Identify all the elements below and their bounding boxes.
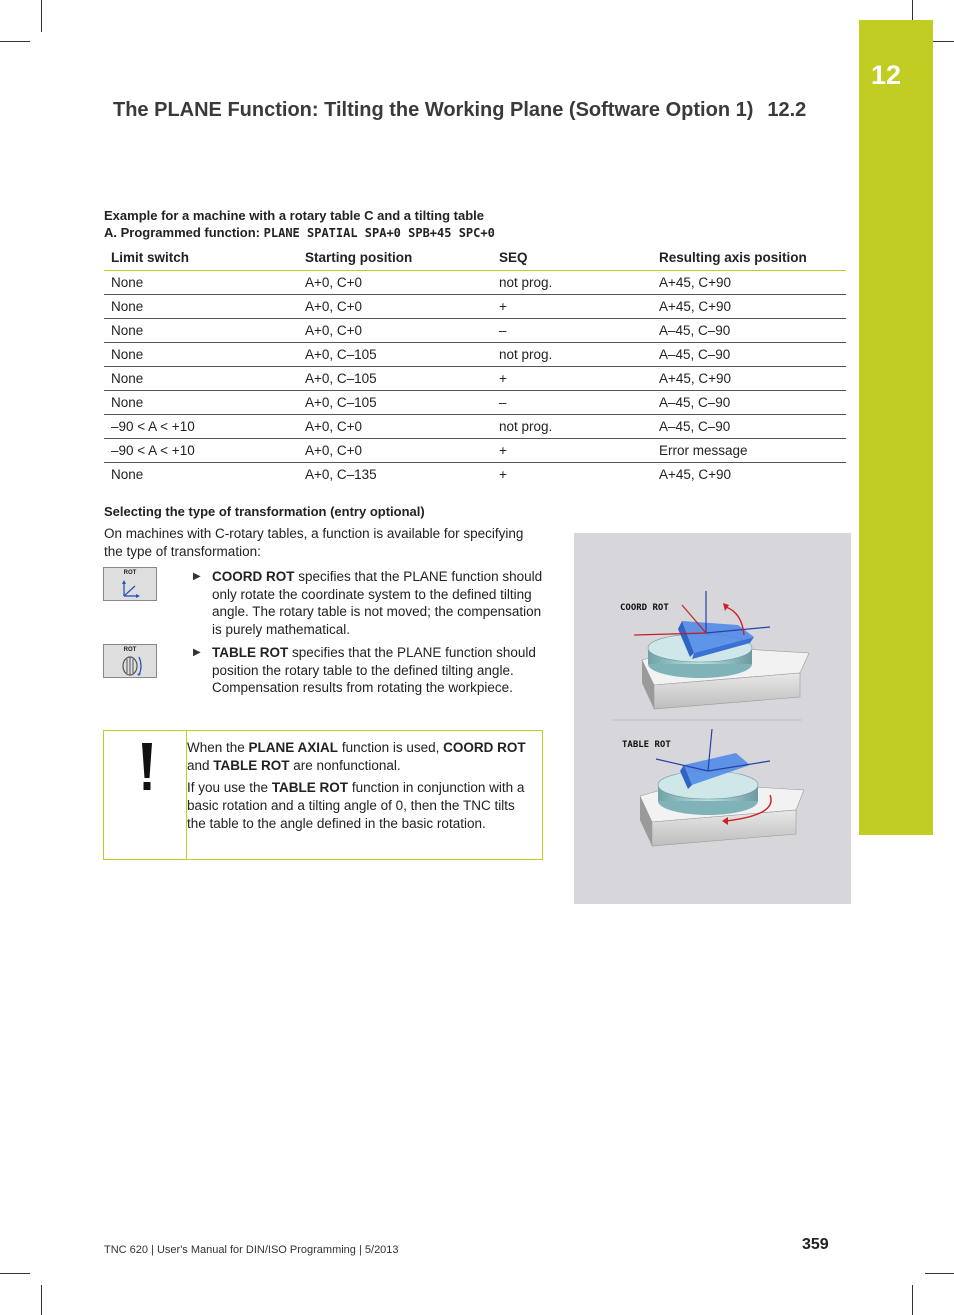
coord-rot-softkey[interactable] [103,567,157,601]
chapter-tab [859,20,933,835]
table-cell: A+45, C+90 [652,271,846,295]
note-keyword: TABLE ROT [271,780,349,795]
table-cell: A–45, C–90 [652,415,846,439]
table-row [104,295,846,319]
table-cell: not prog. [492,271,652,295]
note-span: function in conjunction with a basic rotation and a tilting angle of 0, then the TNC tilts the table to the angle defined in the basic rotation. [187,780,525,831]
crop-mark [912,1285,913,1315]
note-paragraph [187,779,537,833]
prog-label: A. Programmed function: [104,225,261,240]
crop-mark [0,1273,30,1274]
table-cell: A+0, C+0 [298,271,492,295]
table-cell: A–45, C–90 [652,391,846,415]
note-text [187,739,537,837]
table-row [104,391,846,415]
header-section: 12.2 [767,99,807,121]
table-header-cell: Limit switch [104,245,298,271]
bullet-keyword: COORD ROT [212,569,295,584]
bullet-text: specifies that the PLANE function should only rotate the coordinate system to the defined tilting angle. The rotary table is not moved; the compensation is purely mathematical. [212,569,543,637]
prog-code: PLANE SPATIAL SPA+0 SPB+45 SPC+0 [263,226,495,240]
table-cell: + [492,295,652,319]
table-cell: not prog. [492,343,652,367]
note-span: When the [187,740,249,755]
crop-mark [0,41,30,42]
table-cell: A+0, C+0 [298,439,492,463]
table-cell: –90 < A < +10 [104,439,298,463]
table-cell: – [492,319,652,343]
note-box [103,730,543,860]
table-cell: not prog. [492,415,652,439]
figure-illustration [574,533,851,904]
table-cell: + [492,367,652,391]
figure-label-coord-rot: COORD ROT [620,603,669,613]
chapter-number: 12 [871,60,902,90]
table-cell: – [492,391,652,415]
table-cell: A+45, C+90 [652,295,846,319]
table-cell: A+0, C+0 [298,319,492,343]
bullet-table-rot [193,644,543,697]
crop-mark [41,0,42,32]
table-row [104,319,846,343]
footer-text: TNC 620 | User's Manual for DIN/ISO Programming | 5/2013 [104,1244,399,1256]
crop-mark [41,1285,42,1315]
exclamation-icon [141,743,153,791]
rotary-table-icon [104,645,158,679]
table-cell: A+0, C–105 [298,367,492,391]
table-cell: None [104,391,298,415]
note-span: If you use the [187,780,272,795]
table-cell: None [104,367,298,391]
figure-label-table-rot: TABLE ROT [622,740,671,750]
table-row [104,343,846,367]
section-subtitle: Selecting the type of transformation (entry optional) [104,504,425,519]
table-cell: + [492,439,652,463]
table-header-cell: Resulting axis position [652,245,846,271]
page-header [113,99,806,122]
section-intro: On machines with C-rotary tables, a function is available for specifying the type of transformation: [104,526,524,559]
note-span: function is used, [338,740,444,755]
table-header-row [104,245,846,271]
table-row [104,415,846,439]
crop-mark [933,41,954,42]
table-cell: –90 < A < +10 [104,415,298,439]
coordinate-axes-icon [104,568,158,602]
note-span: are nonfunctional. [289,758,401,773]
table-cell: None [111,467,144,482]
example-title: Example for a machine with a rotary table C and a tilting table [104,208,484,223]
table-cell: A+45, C+90 [652,367,846,391]
note-keyword: PLANE AXIAL [248,740,339,755]
softkey-label: ROT [123,570,137,576]
table-cell: A+0, C–105 [298,343,492,367]
table-cell: None [104,271,298,295]
note-keyword: COORD ROT [443,740,526,755]
table-row [104,367,846,391]
limit-switch-table [104,245,846,486]
table-cell: None [104,295,298,319]
bullet-arrow-icon: ▶ [193,571,201,582]
table-cell: A+45, C+90 [659,467,732,482]
table-row [104,439,846,463]
table-cell: A+0, C–105 [298,391,492,415]
bullet-text: specifies that the PLANE function should position the rotary table to the defined tilting angle. Compensation results from rotating the workpiece. [212,645,536,695]
table-cell: A+0, C+0 [298,295,492,319]
table-row [104,271,846,295]
bullet-arrow-icon: ▶ [193,647,201,658]
note-span: and [187,758,214,773]
note-paragraph [187,739,537,775]
table-row [104,463,846,487]
table-header-cell: Starting position [298,245,492,271]
table-cell: Error message [652,439,846,463]
crop-mark [925,1273,954,1274]
table-cell: A–45, C–90 [652,319,846,343]
example-program-line [104,224,495,242]
table-cell: None [104,343,298,367]
header-title: The PLANE Function: Tilting the Working Plane (Software Option 1) [113,99,754,121]
table-rot-softkey[interactable] [103,644,157,678]
bullet-keyword: TABLE ROT [212,645,289,660]
bullet-coord-rot [193,568,543,638]
note-keyword: TABLE ROT [213,758,290,773]
table-cell: A–45, C–90 [652,343,846,367]
table-header-cell: SEQ [492,245,652,271]
softkey-label: ROT [123,647,137,653]
example-heading [104,207,495,242]
rotation-figure [574,533,851,904]
page-number: 359 [802,1236,829,1253]
table-cell: A+0, C+0 [298,415,492,439]
crop-mark [912,0,913,20]
table-cell: A+0, C–135 [305,467,377,482]
table-cell: None [104,319,298,343]
table-cell: + [499,467,507,482]
